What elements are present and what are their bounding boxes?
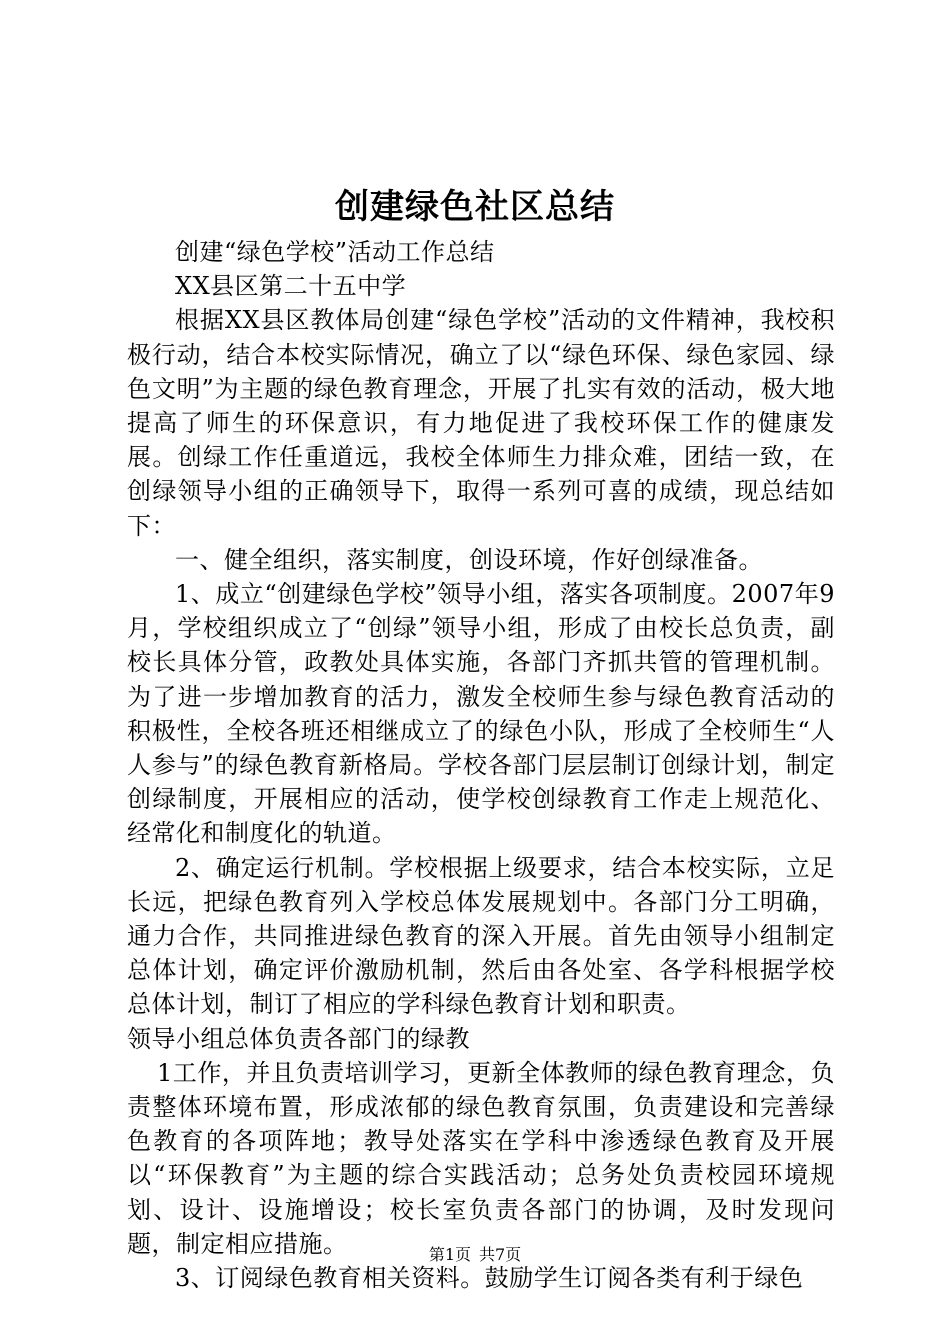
document-body: [127, 235, 835, 1295]
page-total: 共7页: [479, 1245, 522, 1264]
subtitle-paragraph: 创建“绿色学校”活动工作总结: [175, 238, 495, 266]
school-name-paragraph: XX县区第二十五中学: [175, 272, 407, 301]
body-paragraph: 3、订阅绿色教育相关资料。鼓励学生订阅各类有利于绿色: [175, 1264, 804, 1293]
page-number: 第1页: [428, 1245, 471, 1264]
body-paragraph: 1、成立“创建绿色学校”领导小组，落实各项制度。2007年9月，学校组织成立了“创绿”领导小组，形成了由校长总负责，副校长具体分管，政教处具体实施，各部门齐抓共管的管理机制。为了进一步增加教育的活力，激发全校师生参与绿色教育活动的积极性，全校各班还相继成立了的绿色小队，形成了全校师生“人人参与”的绿色教育新格局。学校各部门层层制订创绿计划，制定创绿制度，开展相应的活动，使学校创绿教育工作走上规范化、经常化和制度化的轨道。: [127, 580, 835, 848]
document-title: 创建绿色社区总结: [335, 187, 615, 227]
intro-paragraph: 根据XX县区教体局创建“绿色学校”活动的文件精神，我校积极行动，结合本校实际情况，确立了以“绿色环保、绿色家园、绿色文明”为主题的绿色教育理念，开展了扎实有效的活动，极大地提高了师生的环保意识，有力地促进了我校环保工作的健康发展。创绿工作任重道远，我校全体师生力排众难，团结一致，在创绿领导小组的正确领导下，取得一系列可喜的成绩，现总结如下：: [127, 306, 835, 540]
page-footer: [0, 1244, 950, 1266]
body-paragraph: 1工作，并且负责培训学习，更新全体教师的绿色教育理念，负责整体环境布置，形成浓郁的绿色教育氛围，负责建设和完善绿色教育的各项阵地；教导处落实在学科中渗透绿色教育及开展以“环保教育”为主题的综合实践活动；总务处负责校园环境规划、设计、设施增设；校长室负责各部门的协调，及时发现问题，制定相应措施。: [127, 1058, 835, 1258]
body-paragraph: 2、确定运行机制。学校根据上级要求，结合本校实际，立足长远，把绿色教育列入学校总体发展规划中。各部门分工明确，通力合作，共同推进绿色教育的深入开展。首先由领导小组制定总体计划，确定评价激励机制，然后由各处室、各学科根据学校总体计划，制订了相应的学科绿色教育计划和职责。: [127, 853, 835, 1019]
section-heading: 一、健全组织，落实制度，创设环境，作好创绿准备。: [175, 545, 763, 574]
body-paragraph: 领导小组总体负责各部门的绿教: [127, 1024, 470, 1053]
